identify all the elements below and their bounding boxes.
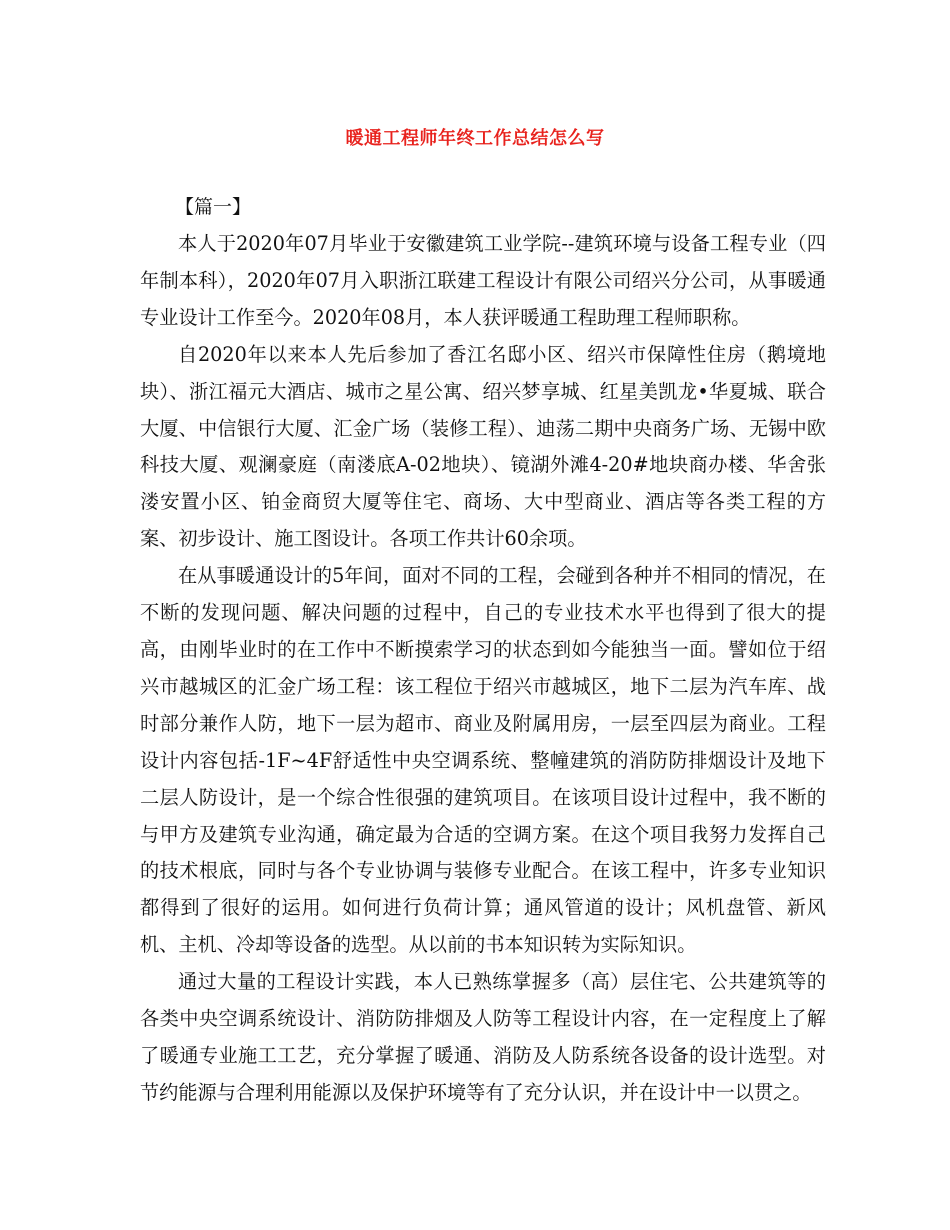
paragraph: 本人于2020年07月毕业于安徽建筑工业学院--建筑环境与设备工程专业（四年制本科），2020年07月入职浙江联建工程设计有限公司绍兴分公司，从事暖通专业设计工作至今。2020年08月，本人获评暖通工程助理工程师职称。	[140, 232, 826, 329]
document-body	[140, 226, 826, 1112]
section-label: 【篇一】	[175, 196, 252, 218]
paragraph: 在从事暖通设计的5年间，面对不同的工程，会碰到各种并不相同的情况，在不断的发现问题、解决问题的过程中，自己的专业技术水平也得到了很大的提高，由刚毕业时的在工作中不断摸索学习的状态到如今能独当一面。譬如位于绍兴市越城区的汇金广场工程：该工程位于绍兴市越城区，地下二层为汽车库、战时部分兼作人防，地下一层为超市、商业及附属用房，一层至四层为商业。工程设计内容包括-1F~4F舒适性中央空调系统、整幢建筑的消防防排烟设计及地下二层人防设计，是一个综合性很强的建筑项目。在该项目设计过程中，我不断的与甲方及建筑专业沟通，确定最为合适的空调方案。在这个项目我努力发挥自己的技术根底，同时与各个专业协调与装修专业配合。在该工程中，许多专业知识都得到了很好的运用。如何进行负荷计算；通风管道的设计；风机盘管、新风机、主机、冷却等设备的选型。从以前的书本知识转为实际知识。	[140, 564, 826, 957]
paragraph: 通过大量的工程设计实践，本人已熟练掌握多（高）层住宅、公共建筑等的各类中央空调系统设计、消防防排烟及人防等工程设计内容，在一定程度上了解了暖通专业施工工艺，充分掌握了暖通、消防及人防系统各设备的设计选型。对节约能源与合理利用能源以及保护环境等有了充分认识，并在设计中一以贯之。	[140, 970, 826, 1104]
document-title: 暖通工程师年终工作总结怎么写	[345, 128, 605, 149]
paragraph: 自2020年以来本人先后参加了香江名邸小区、绍兴市保障性住房（鹅境地块）、浙江福元大酒店、城市之星公寓、绍兴梦享城、红星美凯龙•华夏城、联合大厦、中信银行大厦、汇金广场（装修工程）、迪荡二期中央商务广场、无锡中欧科技大厦、观澜豪庭（南溇底A-02地块）、镜湖外滩4-20#地块商办楼、华舍张溇安置小区、铂金商贸大厦等住宅、商场、大中型商业、酒店等各类工程的方案、初步设计、施工图设计。各项工作共计60余项。	[140, 342, 826, 551]
